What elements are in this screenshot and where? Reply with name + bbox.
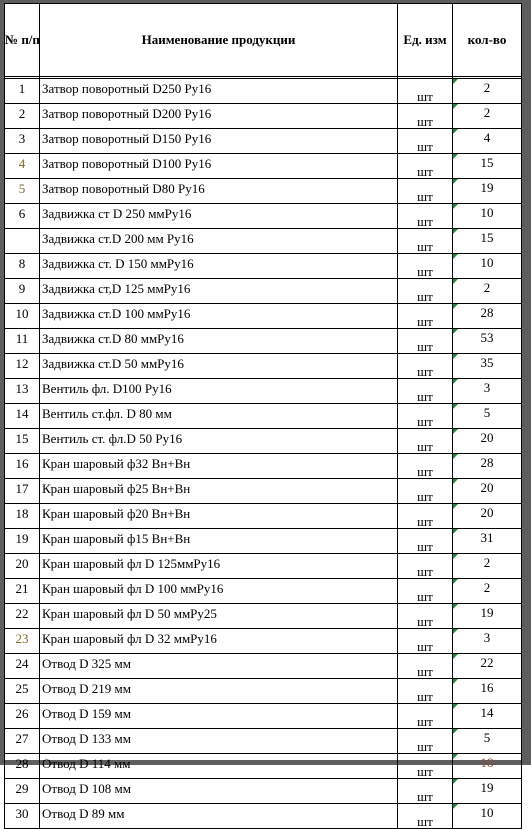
product-name: Затвор поворотный D150 Ру16 xyxy=(40,129,398,154)
unit-of-measure: шт xyxy=(398,754,453,779)
table-row xyxy=(5,779,522,804)
product-name: Отвод D 159 мм xyxy=(40,704,398,729)
row-number: 21 xyxy=(5,579,40,604)
quantity: 2 xyxy=(453,104,522,129)
table-row xyxy=(5,804,522,829)
table-row xyxy=(5,104,522,129)
table-row xyxy=(5,704,522,729)
quantity: 3 xyxy=(453,629,522,654)
quantity: 19 xyxy=(453,779,522,804)
table-row xyxy=(5,529,522,554)
table-row xyxy=(5,279,522,304)
quantity: 53 xyxy=(453,329,522,354)
quantity: 35 xyxy=(453,354,522,379)
product-name: Кран шаровый ф25 Вн+Вн xyxy=(40,479,398,504)
quantity: 15 xyxy=(453,229,522,254)
quantity: 31 xyxy=(453,529,522,554)
unit-of-measure: шт xyxy=(398,579,453,604)
unit-of-measure: шт xyxy=(398,79,453,104)
table-body xyxy=(5,77,522,829)
row-number: 19 xyxy=(5,529,40,554)
product-name: Затвор поворотный D80 Ру16 xyxy=(40,179,398,204)
quantity: 15 xyxy=(453,154,522,179)
row-number: 1 xyxy=(5,79,40,104)
table-header-row xyxy=(5,4,522,77)
row-number: 29 xyxy=(5,779,40,804)
unit-of-measure: шт xyxy=(398,204,453,229)
product-name: Затвор поворотный D250 Ру16 xyxy=(40,79,398,104)
quantity: 28 xyxy=(453,454,522,479)
row-number: 2 xyxy=(5,104,40,129)
table-row xyxy=(5,129,522,154)
row-number: 11 xyxy=(5,329,40,354)
row-number: 28 xyxy=(5,754,40,779)
header-num: № п/п xyxy=(5,4,40,77)
quantity: 16 xyxy=(453,679,522,704)
table-row xyxy=(5,679,522,704)
unit-of-measure: шт xyxy=(398,329,453,354)
row-number: 24 xyxy=(5,654,40,679)
product-name: Вентиль ст. фл.D 50 Ру16 xyxy=(40,429,398,454)
unit-of-measure: шт xyxy=(398,679,453,704)
row-number: 6 xyxy=(5,204,40,229)
row-number: 5 xyxy=(5,179,40,204)
quantity: 2 xyxy=(453,279,522,304)
table-row xyxy=(5,79,522,104)
quantity: 2 xyxy=(453,579,522,604)
unit-of-measure: шт xyxy=(398,104,453,129)
product-name: Кран шаровый фл D 100 ммРу16 xyxy=(40,579,398,604)
product-name: Задвижка ст.D 200 мм Ру16 xyxy=(40,229,398,254)
table-row xyxy=(5,329,522,354)
quantity: 10 xyxy=(453,804,522,829)
product-name: Отвод D 219 мм xyxy=(40,679,398,704)
table-row xyxy=(5,504,522,529)
row-number: 27 xyxy=(5,729,40,754)
unit-of-measure: шт xyxy=(398,704,453,729)
unit-of-measure: шт xyxy=(398,304,453,329)
unit-of-measure: шт xyxy=(398,479,453,504)
product-name: Кран шаровый ф32 Вн+Вн xyxy=(40,454,398,479)
unit-of-measure: шт xyxy=(398,504,453,529)
product-name: Кран шаровый ф15 Вн+Вн xyxy=(40,529,398,554)
product-name: Отвод D 108 мм xyxy=(40,779,398,804)
table-row xyxy=(5,179,522,204)
unit-of-measure: шт xyxy=(398,654,453,679)
row-number: 10 xyxy=(5,304,40,329)
unit-of-measure: шт xyxy=(398,279,453,304)
quantity: 18 xyxy=(453,754,522,779)
product-name: Затвор поворотный D100 Ру16 xyxy=(40,154,398,179)
unit-of-measure: шт xyxy=(398,729,453,754)
table-row xyxy=(5,629,522,654)
row-number: 4 xyxy=(5,154,40,179)
product-name: Отвод D 89 мм xyxy=(40,804,398,829)
unit-of-measure: шт xyxy=(398,229,453,254)
table-row xyxy=(5,154,522,179)
table-row xyxy=(5,754,522,779)
quantity: 20 xyxy=(453,504,522,529)
product-name: Отвод D 325 мм xyxy=(40,654,398,679)
row-number: 16 xyxy=(5,454,40,479)
unit-of-measure: шт xyxy=(398,529,453,554)
quantity: 20 xyxy=(453,479,522,504)
row-number: 17 xyxy=(5,479,40,504)
table-row xyxy=(5,429,522,454)
product-name: Задвижка ст,D 125 ммРу16 xyxy=(40,279,398,304)
table-row xyxy=(5,254,522,279)
unit-of-measure: шт xyxy=(398,129,453,154)
row-number xyxy=(5,229,40,254)
table-row xyxy=(5,729,522,754)
unit-of-measure: шт xyxy=(398,254,453,279)
unit-of-measure: шт xyxy=(398,629,453,654)
row-number: 20 xyxy=(5,554,40,579)
unit-of-measure: шт xyxy=(398,404,453,429)
product-name: Кран шаровый ф20 Вн+Вн xyxy=(40,504,398,529)
row-number: 15 xyxy=(5,429,40,454)
product-name: Кран шаровый фл D 125ммРу16 xyxy=(40,554,398,579)
quantity: 2 xyxy=(453,79,522,104)
product-name: Вентиль фл. D100 Ру16 xyxy=(40,379,398,404)
product-name: Кран шаровый фл D 50 ммРу25 xyxy=(40,604,398,629)
table-row xyxy=(5,379,522,404)
table-row xyxy=(5,229,522,254)
header-qty: кол-во xyxy=(453,4,522,77)
row-number: 30 xyxy=(5,804,40,829)
quantity: 14 xyxy=(453,704,522,729)
unit-of-measure: шт xyxy=(398,154,453,179)
table-row xyxy=(5,454,522,479)
quantity: 22 xyxy=(453,654,522,679)
row-number: 12 xyxy=(5,354,40,379)
quantity: 20 xyxy=(453,429,522,454)
quantity: 5 xyxy=(453,404,522,429)
row-number: 14 xyxy=(5,404,40,429)
product-table xyxy=(4,3,522,829)
product-name: Вентиль ст.фл. D 80 мм xyxy=(40,404,398,429)
row-number: 9 xyxy=(5,279,40,304)
quantity: 10 xyxy=(453,204,522,229)
quantity: 5 xyxy=(453,729,522,754)
row-number: 3 xyxy=(5,129,40,154)
row-number: 22 xyxy=(5,604,40,629)
row-number: 8 xyxy=(5,254,40,279)
quantity: 4 xyxy=(453,129,522,154)
table-row xyxy=(5,404,522,429)
product-name: Кран шаровый фл D 32 ммРу16 xyxy=(40,629,398,654)
unit-of-measure: шт xyxy=(398,554,453,579)
unit-of-measure: шт xyxy=(398,354,453,379)
product-name: Задвижка ст.D 50 ммРу16 xyxy=(40,354,398,379)
row-number: 25 xyxy=(5,679,40,704)
table-row xyxy=(5,354,522,379)
quantity: 3 xyxy=(453,379,522,404)
product-name: Задвижка ст D 250 ммРу16 xyxy=(40,204,398,229)
quantity: 2 xyxy=(453,554,522,579)
unit-of-measure: шт xyxy=(398,454,453,479)
table-row xyxy=(5,654,522,679)
unit-of-measure: шт xyxy=(398,179,453,204)
quantity: 19 xyxy=(453,604,522,629)
product-name: Отвод D 133 мм xyxy=(40,729,398,754)
unit-of-measure: шт xyxy=(398,779,453,804)
quantity: 28 xyxy=(453,304,522,329)
product-name: Затвор поворотный D200 Ру16 xyxy=(40,104,398,129)
row-number: 23 xyxy=(5,629,40,654)
table-row xyxy=(5,479,522,504)
row-number: 18 xyxy=(5,504,40,529)
table-row xyxy=(5,304,522,329)
product-name: Задвижка ст. D 150 ммРу16 xyxy=(40,254,398,279)
row-number: 13 xyxy=(5,379,40,404)
table-row xyxy=(5,204,522,229)
product-name: Отвод D 114 мм xyxy=(40,754,398,779)
unit-of-measure: шт xyxy=(398,804,453,829)
product-name: Задвижка ст.D 100 ммРу16 xyxy=(40,304,398,329)
table-row xyxy=(5,554,522,579)
quantity: 10 xyxy=(453,254,522,279)
product-name: Задвижка ст.D 80 ммРу16 xyxy=(40,329,398,354)
unit-of-measure: шт xyxy=(398,604,453,629)
table-row xyxy=(5,604,522,629)
quantity: 19 xyxy=(453,179,522,204)
row-number: 26 xyxy=(5,704,40,729)
unit-of-measure: шт xyxy=(398,429,453,454)
unit-of-measure: шт xyxy=(398,379,453,404)
header-name: Наименование продукции xyxy=(40,4,398,77)
table-row xyxy=(5,579,522,604)
header-unit: Ед. изм xyxy=(398,4,453,77)
